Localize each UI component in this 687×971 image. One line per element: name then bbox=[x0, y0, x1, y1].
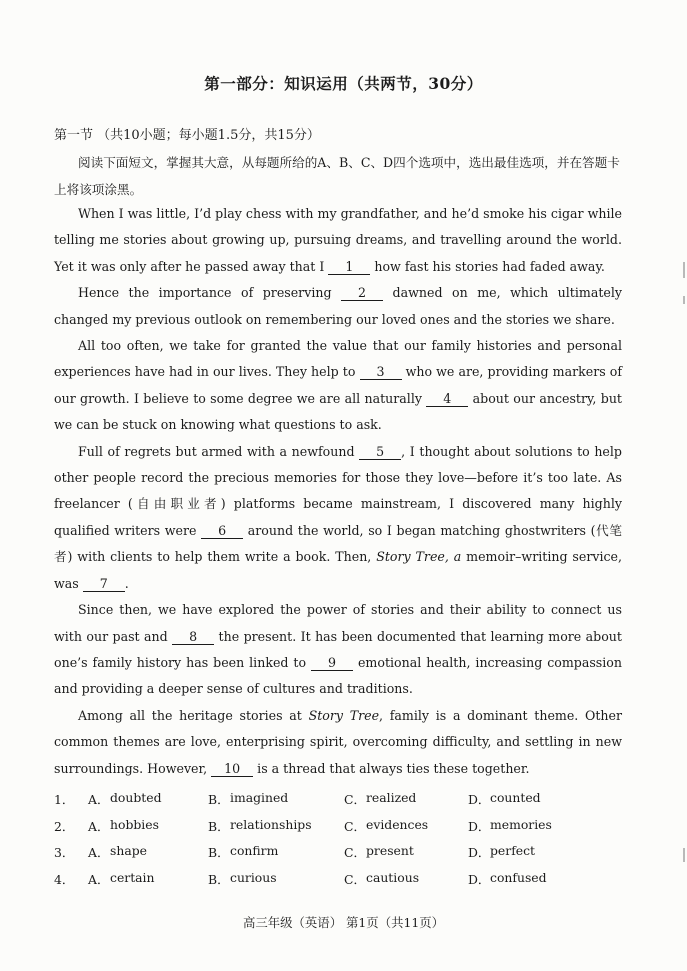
text: about our ancestry, but we can be stuck on knowing what questions to ask. bbox=[54, 390, 622, 433]
blank-6: 6 bbox=[201, 524, 243, 539]
option-a[interactable] bbox=[88, 790, 208, 808]
question-number: 2． bbox=[54, 818, 75, 834]
option-text: curious bbox=[230, 869, 277, 885]
text: memoir–writing service, was bbox=[54, 549, 623, 591]
text: around the world, so I began matching ghostwriters (代笔者) with clients to help them write a book. Then, bbox=[54, 522, 622, 565]
part-title: 第一部分：知识运用（共两节，30分） bbox=[204, 74, 483, 93]
option-letter: B． bbox=[208, 792, 230, 808]
text: Among all the heritage stories at bbox=[78, 707, 309, 723]
option-letter: C． bbox=[344, 818, 366, 834]
option-c[interactable] bbox=[344, 843, 468, 861]
answer-options bbox=[54, 786, 634, 892]
option-b[interactable] bbox=[208, 790, 344, 808]
option-c[interactable] bbox=[344, 790, 468, 808]
option-text: shape bbox=[110, 843, 147, 859]
service-name: Story Tree bbox=[308, 707, 380, 723]
option-text: confused bbox=[490, 869, 547, 885]
option-c[interactable] bbox=[344, 870, 468, 888]
paragraph-3 bbox=[54, 333, 622, 439]
question-row bbox=[54, 866, 634, 893]
option-letter: A． bbox=[88, 845, 110, 861]
paragraph-4 bbox=[54, 439, 622, 597]
scan-edge-mark bbox=[683, 848, 685, 862]
question-row bbox=[54, 786, 634, 813]
option-d[interactable] bbox=[468, 790, 608, 808]
option-letter: B． bbox=[208, 818, 230, 834]
instructions bbox=[54, 150, 622, 203]
text: All too often, we take for granted the value that our family histories and personal experiences have had in our lives. They help to bbox=[54, 338, 622, 380]
text: how fast his stories had faded away. bbox=[370, 258, 605, 274]
page-footer: 高三年级（英语） 第1页（共11页） bbox=[242, 915, 445, 930]
option-d[interactable] bbox=[468, 870, 608, 888]
option-letter: A． bbox=[88, 871, 110, 887]
text: , I thought about solutions to help other people record the precious memories for those they love—before it’s too late. As freelancer (自由职业者) platforms became mainstream, I discovered many highly qualified writers were bbox=[54, 443, 622, 538]
option-letter: C． bbox=[344, 871, 366, 887]
option-b[interactable] bbox=[208, 870, 344, 888]
option-a[interactable] bbox=[88, 870, 208, 888]
option-text: relationships bbox=[230, 816, 312, 832]
option-letter: D． bbox=[468, 792, 491, 808]
option-d[interactable] bbox=[468, 843, 608, 861]
option-text: counted bbox=[490, 790, 541, 806]
blank-7: 7 bbox=[83, 577, 125, 592]
blank-10: 10 bbox=[211, 762, 253, 777]
text: Hence the importance of preserving bbox=[78, 285, 342, 301]
paragraph-1 bbox=[54, 201, 622, 280]
option-a[interactable] bbox=[88, 843, 208, 861]
scan-edge-mark bbox=[683, 262, 685, 278]
text: emotional health, increasing compassion and providing a deeper sense of cultures and traditions. bbox=[54, 654, 622, 697]
blank-3: 3 bbox=[360, 365, 402, 380]
option-letter: D． bbox=[468, 871, 491, 887]
option-letter: B． bbox=[208, 871, 230, 887]
option-text: cautious bbox=[366, 869, 420, 885]
option-text: imagined bbox=[230, 790, 289, 806]
option-a[interactable] bbox=[88, 817, 208, 835]
question-number: 3． bbox=[54, 845, 75, 861]
reading-passage bbox=[54, 201, 622, 782]
blank-5: 5 bbox=[359, 445, 401, 460]
scan-edge-mark bbox=[683, 296, 685, 304]
text: . bbox=[124, 575, 129, 591]
option-text: certain bbox=[110, 869, 155, 885]
option-text: memories bbox=[490, 816, 552, 832]
blank-2: 2 bbox=[341, 286, 383, 301]
option-text: doubted bbox=[110, 790, 162, 806]
question-number: 4． bbox=[54, 871, 75, 887]
option-d[interactable] bbox=[468, 817, 608, 835]
blank-1: 1 bbox=[328, 260, 370, 275]
option-b[interactable] bbox=[208, 843, 344, 861]
option-b[interactable] bbox=[208, 817, 344, 835]
text: Full of regrets but armed with a newfound bbox=[78, 443, 360, 459]
text: the present. It has been documented that learning more about one’s family history has been linked to bbox=[54, 628, 622, 670]
option-text: realized bbox=[366, 790, 417, 806]
option-letter: D． bbox=[468, 818, 491, 834]
question-row bbox=[54, 813, 634, 840]
option-text: perfect bbox=[490, 843, 536, 859]
option-c[interactable] bbox=[344, 817, 468, 835]
text: Since then, we have explored the power of stories and their ability to connect us with our past and bbox=[54, 602, 622, 644]
option-text: evidences bbox=[366, 816, 429, 832]
option-letter: C． bbox=[344, 845, 366, 861]
text: , family is a dominant theme. Other common themes are love, enterprising spirit, overcoming difficulty, and settling in new surroundings. However, bbox=[54, 707, 622, 776]
section-header: 第一节 （共10小题；每小题1.5分，共15分） bbox=[54, 128, 320, 143]
option-text: confirm bbox=[230, 843, 279, 859]
text: dawned on me, which ultimately changed my previous outlook on remembering our loved ones and the stories we share. bbox=[54, 285, 623, 327]
option-letter: A． bbox=[88, 792, 110, 808]
text: When I was little, I’d play chess with my grandfather, and he’d smoke his cigar while telling me stories about growing up, pursuing dreams, and travelling around the world. Yet it was only after he passed away that I bbox=[54, 206, 622, 274]
paragraph-2 bbox=[54, 280, 622, 333]
option-letter: C． bbox=[344, 792, 366, 808]
blank-9: 9 bbox=[311, 656, 353, 671]
question-number: 1． bbox=[54, 792, 75, 808]
option-text: hobbies bbox=[110, 816, 159, 832]
paragraph-5 bbox=[54, 597, 622, 703]
text: who we are, providing markers of our growth. I believe to some degree we are all naturally bbox=[54, 364, 622, 406]
option-letter: D． bbox=[468, 845, 491, 861]
paragraph-6 bbox=[54, 703, 622, 782]
option-letter: A． bbox=[88, 818, 110, 834]
question-row bbox=[54, 839, 634, 866]
instructions-text: 阅读下面短文，掌握其大意，从每题所给的A、B、C、D四个选项中，选出最佳选项，并在答题卡上将该项涂黑。 bbox=[54, 155, 620, 197]
service-name: Story Tree, a bbox=[376, 549, 462, 565]
option-text: present bbox=[366, 843, 414, 859]
blank-8: 8 bbox=[172, 630, 214, 645]
text: is a thread that always ties these together. bbox=[253, 760, 530, 776]
blank-4: 4 bbox=[426, 392, 468, 407]
option-letter: B． bbox=[208, 845, 230, 861]
